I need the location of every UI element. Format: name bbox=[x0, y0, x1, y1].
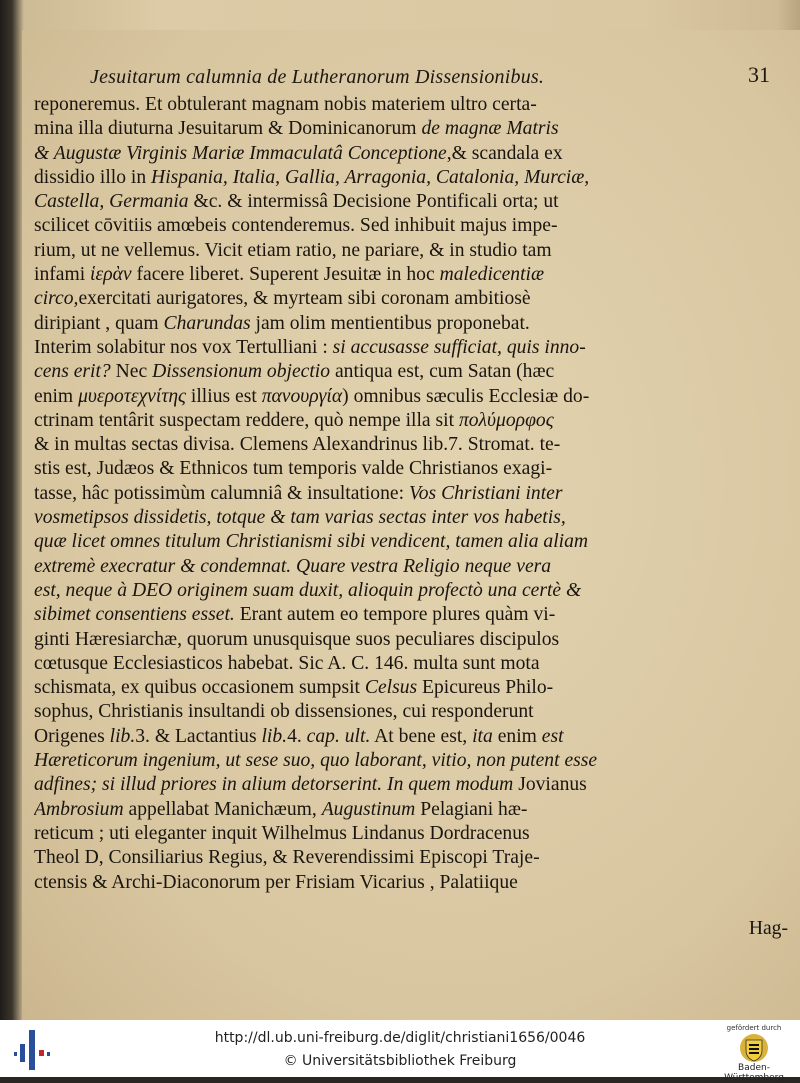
text-line bbox=[34, 871, 784, 895]
text-line bbox=[34, 190, 784, 214]
text-line bbox=[34, 628, 784, 652]
viewer-footer bbox=[0, 1020, 800, 1083]
text-run: cap. ult. bbox=[306, 725, 371, 747]
text-run: Ambrosium bbox=[34, 798, 124, 820]
text-run: lib. bbox=[109, 725, 136, 747]
header-title: Jesuitarum calumnia de Lutheranorum Dissensionibus. bbox=[90, 66, 545, 88]
text-run: ,& scandala ex bbox=[446, 142, 563, 164]
text-run: ginti Hæresiarchæ, quorum unusquisque suos peculiares discipulos bbox=[34, 628, 560, 650]
text-run: exercitati aurigatores, & myrteam sibi coronam ambitiosè bbox=[78, 288, 531, 310]
text-run: jam olim mentientibus proponebat. bbox=[250, 312, 530, 334]
text-run: Celsus bbox=[364, 677, 418, 699]
text-run: Theol D, Consiliarius Regius, & Reverendissimi Episcopi Traje- bbox=[34, 847, 540, 869]
text-line bbox=[34, 530, 784, 554]
text-run: reponeremus. Et obtulerant magnam nobis materiem ultro certa- bbox=[34, 94, 537, 115]
text-run: illius est bbox=[186, 385, 262, 407]
text-run: schismata, ex quibus occasionem sumpsit bbox=[34, 677, 365, 699]
text-run: si accusasse sufficiat, quis inno- bbox=[332, 336, 586, 358]
text-line bbox=[34, 725, 784, 749]
text-run: Jovianus bbox=[513, 774, 587, 796]
text-run: sophus, Christianis insultandi ob dissensiones, cui responderunt bbox=[34, 701, 534, 723]
text-run: 3. & Lactantius bbox=[135, 725, 262, 747]
text-run: lib. bbox=[261, 725, 288, 747]
sponsor-state: Baden-Württemberg bbox=[724, 1063, 784, 1083]
text-run: mina illa diuturna Jesuitarum & Dominicanorum bbox=[34, 118, 422, 140]
text-line bbox=[34, 287, 784, 311]
text-run: maledicentiæ bbox=[439, 264, 545, 286]
text-line bbox=[34, 798, 784, 822]
text-run: &c. & intermissâ Decisione Pontificali orta; ut bbox=[188, 191, 559, 213]
text-run: quæ licet omnes titulum Christianismi sibi vendicent, tamen alia aliam bbox=[34, 531, 589, 553]
page-number: 31 bbox=[748, 62, 770, 87]
text-line bbox=[34, 239, 784, 263]
text-line bbox=[34, 846, 784, 870]
text-run: πανουργία bbox=[261, 385, 343, 407]
text-line bbox=[34, 312, 784, 336]
text-run: & Augustæ Virginis Mariæ Immaculatâ Conceptione bbox=[34, 142, 447, 164]
text-run: diripiant , quam bbox=[34, 312, 164, 334]
text-line bbox=[34, 360, 784, 384]
text-run: rium, ut ne vellemus. Vicit etiam ratio, ne pariare, & in studio tam bbox=[34, 239, 552, 261]
text-run: Charundas bbox=[163, 312, 251, 334]
text-run: Dissensionum objectio bbox=[152, 361, 331, 383]
text-run: facere liberet. Superent Jesuitæ in hoc bbox=[131, 264, 440, 286]
text-run: Interim solabitur nos vox Tertulliani : bbox=[34, 336, 333, 358]
coat-of-arms-icon bbox=[739, 1033, 769, 1063]
text-run: Erant autem eo tempore plures quàm vi- bbox=[234, 604, 556, 626]
text-run: Nec bbox=[110, 361, 153, 383]
text-run: extremè execratur & condemnat. Quare vestra Religio neque vera bbox=[34, 555, 552, 577]
text-line bbox=[34, 676, 784, 700]
text-run: circo, bbox=[34, 288, 79, 310]
text-run: enim bbox=[492, 725, 542, 747]
text-line bbox=[34, 822, 784, 846]
text-run: tasse, hâc potissimùm calumniâ & insultatione: bbox=[34, 482, 409, 504]
text-line bbox=[34, 700, 784, 724]
text-line bbox=[34, 214, 784, 238]
catchword: Hag- bbox=[748, 918, 788, 939]
text-run: est bbox=[541, 725, 564, 747]
sponsor-note: gefördert durch bbox=[726, 1024, 782, 1032]
text-run: antiqua est, cum Satan (hæc bbox=[330, 361, 555, 383]
text-run: de magnæ Matris bbox=[421, 118, 559, 140]
text-run: cœtusque Ecclesiasticos habebat. Sic A. C. 146. multa sunt mota bbox=[34, 652, 540, 674]
text-run: ) omnibus sæculis Ecclesiæ do- bbox=[342, 385, 590, 407]
copyright-notice: © Universitätsbibliothek Freiburg bbox=[283, 1053, 517, 1069]
body-text bbox=[34, 93, 784, 895]
text-run: scilicet cōvitiis amœbeis contenderemus. Sed inhibuit majus impe- bbox=[34, 215, 558, 237]
text-line bbox=[34, 263, 784, 287]
text-run: & in multas sectas divisa. Clemens Alexandrinus lib.7. Stromat. te- bbox=[34, 434, 561, 456]
text-run: adfines; si illud priores in alium detorserint. In quem modum bbox=[34, 774, 514, 796]
text-line bbox=[34, 142, 784, 166]
text-run: 4. bbox=[287, 725, 307, 747]
text-line bbox=[34, 603, 784, 627]
text-line bbox=[34, 506, 784, 530]
text-line bbox=[34, 482, 784, 506]
text-run: est, neque à DEO originem suam duxit, alioquin profectò una certè & bbox=[34, 579, 582, 601]
text-run: ἱερὰν bbox=[90, 264, 132, 286]
text-run: μυεροτεχνίτης bbox=[78, 385, 187, 407]
text-run: Vos Christiani inter bbox=[408, 482, 563, 504]
text-run: At bene est, bbox=[370, 725, 473, 747]
text-run: Castella, Germania bbox=[34, 191, 189, 213]
text-run: πολύμορφος bbox=[458, 409, 554, 431]
text-run: cens erit? bbox=[34, 361, 111, 383]
sponsor-badge bbox=[712, 1024, 796, 1083]
text-line bbox=[34, 93, 784, 117]
text-run: vosmetipsos dissidetis, totque & tam varias sectas inter vos habetis, bbox=[34, 507, 566, 529]
text-run: Hæreticorum ingenium, ut sese suo, quo laborant, vitio, non putent esse bbox=[34, 750, 598, 772]
text-run: Pelagiani hæ- bbox=[415, 798, 528, 820]
text-line bbox=[34, 166, 784, 190]
text-line bbox=[34, 579, 784, 603]
text-run: sibimet consentiens esset. bbox=[34, 604, 235, 626]
text-line bbox=[34, 457, 784, 481]
text-run: reticum ; uti eleganter inquit Wilhelmus Lindanus Dordracenus bbox=[34, 822, 530, 844]
text-run: Augustinum bbox=[321, 798, 416, 820]
text-run: ctrinam tentârit suspectam reddere, quò nempe illa sit bbox=[34, 409, 459, 431]
text-run: dissidio illo in bbox=[34, 166, 152, 188]
text-line bbox=[34, 555, 784, 579]
running-header bbox=[90, 62, 770, 90]
permalink-url[interactable]: http://dl.ub.uni-freiburg.de/diglit/christiani1656/0046 bbox=[214, 1030, 586, 1046]
text-run: infami bbox=[34, 264, 91, 286]
text-run: ita bbox=[472, 725, 493, 747]
text-run: Hispania, Italia, Gallia, Arragonia, Catalonia, Murciæ, bbox=[151, 166, 590, 188]
text-run: enim bbox=[34, 385, 79, 407]
text-line bbox=[34, 336, 784, 360]
text-line bbox=[34, 749, 784, 773]
text-line bbox=[34, 117, 784, 141]
text-run: Epicureus Philo- bbox=[417, 677, 554, 699]
text-line bbox=[34, 385, 784, 409]
text-line bbox=[34, 433, 784, 457]
text-run: Origenes bbox=[34, 725, 110, 747]
text-run: stis est, Judæos & Ethnicos tum temporis valde Christianos exagi- bbox=[34, 458, 553, 480]
text-line bbox=[34, 652, 784, 676]
text-run: appellabat Manichæum, bbox=[123, 798, 322, 820]
text-line bbox=[34, 409, 784, 433]
text-run: ctensis & Archi-Diaconorum per Frisiam Vicarius , Palatiique bbox=[34, 871, 518, 893]
text-line bbox=[34, 773, 784, 797]
